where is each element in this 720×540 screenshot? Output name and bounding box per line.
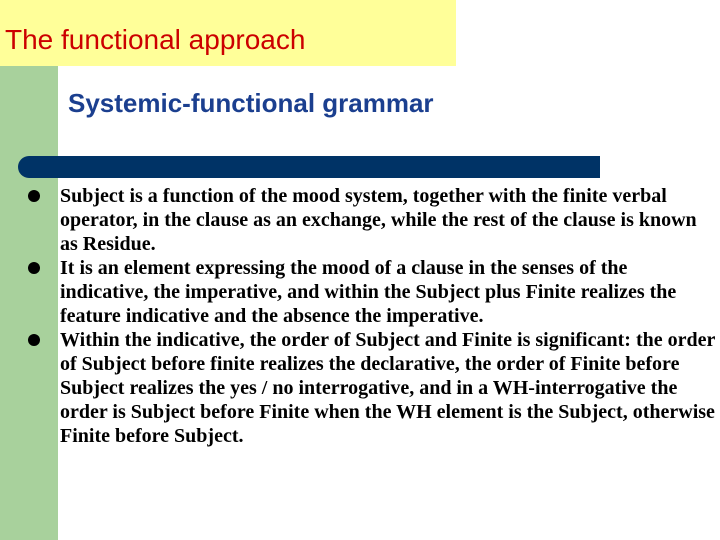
bullet-dot-icon (28, 262, 40, 274)
bullet-text: Subject is a function of the mood system, together with the finite verbal operator, in the clause as an exchange, while the rest of the clause is known as Residue. (60, 185, 697, 255)
bullet-dot-icon (28, 190, 40, 202)
bullet-item (28, 184, 718, 256)
slide-subtitle: Systemic-functional grammar (68, 88, 434, 118)
divider-bar (18, 156, 600, 178)
bullet-dot-icon (28, 334, 40, 346)
bullet-item (28, 328, 718, 448)
bullet-text: It is an element expressing the mood of a clause in the senses of the indicative, the imperative, and within the Subject plus Finite realizes the feature indicative and the absence the imperative. (60, 257, 677, 327)
slide-title: The functional approach (5, 24, 306, 55)
bullet-list (28, 184, 718, 448)
bullet-text: Within the indicative, the order of Subject and Finite is significant: the order of Subject before finite realizes the declarative, the order of Finite before Subject realizes the yes / no interrogative, and in a WH-interrogative the order is Subject before Finite when the WH element is the Subject, otherwise Finite before Subject. (60, 329, 715, 447)
bullet-item (28, 256, 718, 328)
